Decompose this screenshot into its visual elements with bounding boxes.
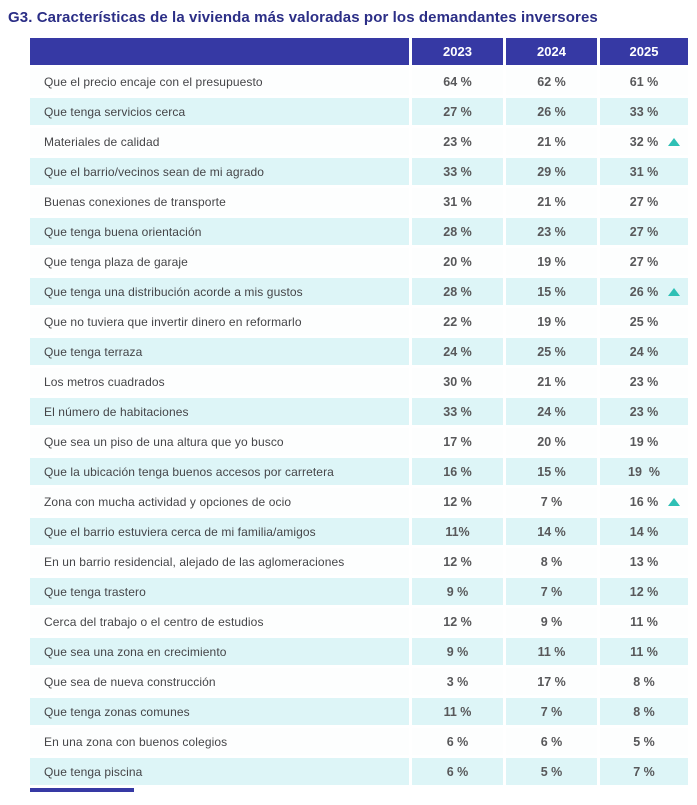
value-2024: 21 % bbox=[506, 188, 597, 215]
value-2024: 23 % bbox=[506, 218, 597, 245]
value-2025: 16 % bbox=[600, 488, 688, 515]
row-label: Que tenga trastero bbox=[30, 578, 409, 605]
table-row bbox=[30, 308, 688, 335]
value-2023: 23 % bbox=[412, 128, 503, 155]
row-label: Que el precio encaje con el presupuesto bbox=[30, 68, 409, 95]
row-label: Que tenga una distribución acorde a mis gustos bbox=[30, 278, 409, 305]
row-label: Que sea una zona en crecimiento bbox=[30, 638, 409, 665]
table-header-2024: 2024 bbox=[506, 38, 597, 65]
value-2023: 6 % bbox=[412, 758, 503, 785]
value-2025: 8 % bbox=[600, 668, 688, 695]
value-2024: 5 % bbox=[506, 758, 597, 785]
table-row bbox=[30, 218, 688, 245]
table-row bbox=[30, 488, 688, 515]
table-row bbox=[30, 758, 688, 785]
row-label: Cerca del trabajo o el centro de estudios bbox=[30, 608, 409, 635]
table-row bbox=[30, 428, 688, 455]
value-2025: 24 % bbox=[600, 338, 688, 365]
value-2025: 5 % bbox=[600, 728, 688, 755]
table-header-empty-cell bbox=[30, 38, 409, 65]
table-header-2023: 2023 bbox=[412, 38, 503, 65]
table-row bbox=[30, 518, 688, 545]
value-2024: 19 % bbox=[506, 248, 597, 275]
value-2023: 30 % bbox=[412, 368, 503, 395]
value-2025: 27 % bbox=[600, 218, 688, 245]
table-body bbox=[30, 68, 688, 785]
value-2025: 33 % bbox=[600, 98, 688, 125]
characteristics-table bbox=[30, 38, 688, 785]
value-2024: 19 % bbox=[506, 308, 597, 335]
value-2024: 15 % bbox=[506, 458, 597, 485]
row-label: Que tenga plaza de garaje bbox=[30, 248, 409, 275]
table-row bbox=[30, 68, 688, 95]
value-2023: 28 % bbox=[412, 278, 503, 305]
value-2024: 8 % bbox=[506, 548, 597, 575]
table-row bbox=[30, 158, 688, 185]
value-2024: 6 % bbox=[506, 728, 597, 755]
value-2025: 13 % bbox=[600, 548, 688, 575]
value-2023: 20 % bbox=[412, 248, 503, 275]
value-2024: 26 % bbox=[506, 98, 597, 125]
value-2023: 64 % bbox=[412, 68, 503, 95]
value-2024: 62 % bbox=[506, 68, 597, 95]
row-label: Que sea de nueva construcción bbox=[30, 668, 409, 695]
value-2023: 12 % bbox=[412, 548, 503, 575]
increase-arrow-icon bbox=[668, 138, 680, 146]
value-2023: 27 % bbox=[412, 98, 503, 125]
value-2023: 31 % bbox=[412, 188, 503, 215]
increase-arrow-icon bbox=[668, 288, 680, 296]
table-row bbox=[30, 458, 688, 485]
row-label: En una zona con buenos colegios bbox=[30, 728, 409, 755]
value-2024: 11 % bbox=[506, 638, 597, 665]
value-2025: 61 % bbox=[600, 68, 688, 95]
value-2023: 9 % bbox=[412, 578, 503, 605]
value-2025: 31 % bbox=[600, 158, 688, 185]
row-label: Que sea un piso de una altura que yo busco bbox=[30, 428, 409, 455]
value-2023: 16 % bbox=[412, 458, 503, 485]
table-row bbox=[30, 128, 688, 155]
value-2023: 6 % bbox=[412, 728, 503, 755]
table-row bbox=[30, 668, 688, 695]
table-row bbox=[30, 728, 688, 755]
value-2024: 14 % bbox=[506, 518, 597, 545]
row-label: Que tenga buena orientación bbox=[30, 218, 409, 245]
value-2024: 25 % bbox=[506, 338, 597, 365]
row-label: Que la ubicación tenga buenos accesos por carretera bbox=[30, 458, 409, 485]
row-label: En un barrio residencial, alejado de las aglomeraciones bbox=[30, 548, 409, 575]
value-2023: 11% bbox=[412, 518, 503, 545]
value-2025: 26 % bbox=[600, 278, 688, 305]
value-2023: 28 % bbox=[412, 218, 503, 245]
value-2024: 20 % bbox=[506, 428, 597, 455]
table-row bbox=[30, 368, 688, 395]
value-2025: 11 % bbox=[600, 608, 688, 635]
table-row bbox=[30, 188, 688, 215]
row-label: Que tenga servicios cerca bbox=[30, 98, 409, 125]
value-2025: 32 % bbox=[600, 128, 688, 155]
table-row bbox=[30, 638, 688, 665]
value-2024: 24 % bbox=[506, 398, 597, 425]
value-2025: 23 % bbox=[600, 368, 688, 395]
value-2024: 7 % bbox=[506, 698, 597, 725]
page-title: G3. Características de la vivienda más valoradas por los demandantes inversores bbox=[8, 9, 598, 26]
row-label: Los metros cuadrados bbox=[30, 368, 409, 395]
value-2023: 3 % bbox=[412, 668, 503, 695]
table-header-2025: 2025 bbox=[600, 38, 688, 65]
value-2024: 17 % bbox=[506, 668, 597, 695]
table-row bbox=[30, 398, 688, 425]
table-header-row bbox=[30, 38, 688, 65]
value-2025: 23 % bbox=[600, 398, 688, 425]
value-2024: 21 % bbox=[506, 128, 597, 155]
table-row bbox=[30, 278, 688, 305]
table-row bbox=[30, 248, 688, 275]
table-row bbox=[30, 338, 688, 365]
value-2024: 9 % bbox=[506, 608, 597, 635]
table-row bbox=[30, 608, 688, 635]
table-row bbox=[30, 98, 688, 125]
value-2025: 19 % bbox=[600, 458, 688, 485]
table-row bbox=[30, 548, 688, 575]
value-2024: 7 % bbox=[506, 578, 597, 605]
value-2023: 22 % bbox=[412, 308, 503, 335]
row-label: El número de habitaciones bbox=[30, 398, 409, 425]
table-row bbox=[30, 578, 688, 605]
value-2025: 19 % bbox=[600, 428, 688, 455]
increase-arrow-icon bbox=[668, 498, 680, 506]
row-label: Que tenga terraza bbox=[30, 338, 409, 365]
value-2025: 12 % bbox=[600, 578, 688, 605]
value-2023: 33 % bbox=[412, 398, 503, 425]
table-row bbox=[30, 698, 688, 725]
row-label: Buenas conexiones de transporte bbox=[30, 188, 409, 215]
row-label: Que tenga piscina bbox=[30, 758, 409, 785]
row-label: Que el barrio/vecinos sean de mi agrado bbox=[30, 158, 409, 185]
value-2023: 9 % bbox=[412, 638, 503, 665]
value-2023: 17 % bbox=[412, 428, 503, 455]
value-2023: 33 % bbox=[412, 158, 503, 185]
value-2024: 21 % bbox=[506, 368, 597, 395]
value-2025: 7 % bbox=[600, 758, 688, 785]
value-2023: 12 % bbox=[412, 488, 503, 515]
value-2025: 27 % bbox=[600, 188, 688, 215]
value-2025: 14 % bbox=[600, 518, 688, 545]
row-label: Que no tuviera que invertir dinero en reformarlo bbox=[30, 308, 409, 335]
value-2025: 11 % bbox=[600, 638, 688, 665]
value-2023: 11 % bbox=[412, 698, 503, 725]
value-2025: 25 % bbox=[600, 308, 688, 335]
row-label: Que el barrio estuviera cerca de mi familia/amigos bbox=[30, 518, 409, 545]
row-label: Que tenga zonas comunes bbox=[30, 698, 409, 725]
row-label: Zona con mucha actividad y opciones de ocio bbox=[30, 488, 409, 515]
next-section-header-partial bbox=[30, 788, 134, 792]
value-2024: 7 % bbox=[506, 488, 597, 515]
value-2023: 12 % bbox=[412, 608, 503, 635]
value-2024: 29 % bbox=[506, 158, 597, 185]
value-2024: 15 % bbox=[506, 278, 597, 305]
value-2025: 8 % bbox=[600, 698, 688, 725]
value-2023: 24 % bbox=[412, 338, 503, 365]
row-label: Materiales de calidad bbox=[30, 128, 409, 155]
value-2025: 27 % bbox=[600, 248, 688, 275]
